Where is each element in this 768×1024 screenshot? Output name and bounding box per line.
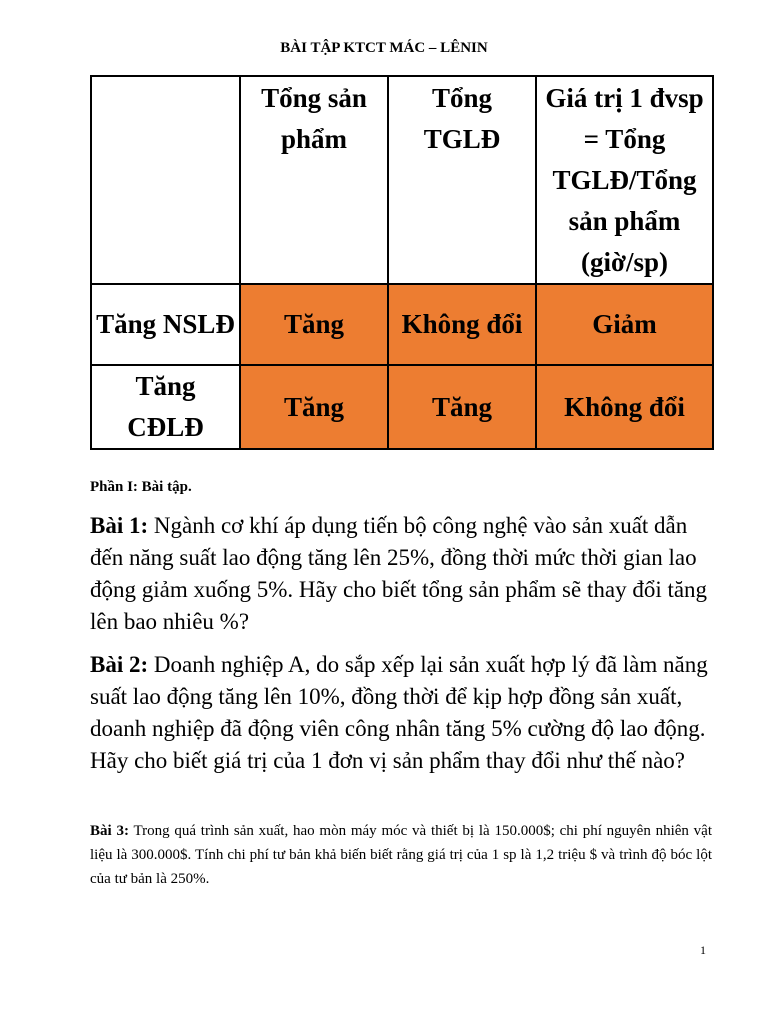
problem-2-label: Bài 2: xyxy=(90,652,149,677)
table-header-cell-empty xyxy=(91,76,240,284)
problem-1-text: Ngành cơ khí áp dụng tiến bộ công nghệ vào sản xuất dẫn đến năng suất lao động tăng lên 25%, đồng thời mức thời gian lao động giảm xuống 5%. Hãy cho biết tổng sản phẩm sẽ thay đổi tăng lên bao nhiêu %? xyxy=(90,513,708,634)
table-cell: Tăng xyxy=(388,365,536,449)
table-cell: Tăng xyxy=(240,284,388,365)
row-label-productivity: Tăng NSLĐ xyxy=(91,284,240,365)
row-label-intensity: Tăng CĐLĐ xyxy=(91,365,240,449)
problem-3-label: Bài 3: xyxy=(90,823,129,839)
problem-2 xyxy=(90,649,720,777)
problem-2-text: Doanh nghiệp A, do sắp xếp lại sản xuất hợp lý đã làm năng suất lao động tăng lên 10%, đồng thời để kịp hợp đồng sản xuất, doanh nghiệp đã động viên công nhân tăng 5% cường độ lao động. Hãy cho biết giá trị của 1 đơn vị sản phẩm thay đổi như thế nào? xyxy=(90,652,708,773)
table-row xyxy=(91,365,713,449)
table-cell: Không đổi xyxy=(536,365,713,449)
problem-3 xyxy=(90,819,712,891)
table-cell: Không đổi xyxy=(388,284,536,365)
comparison-table xyxy=(90,75,714,450)
table-header-unit-value: Giá trị 1 đvsp = Tổng TGLĐ/Tổng sản phẩm (giờ/sp) xyxy=(536,76,713,284)
table-header-row xyxy=(91,76,713,284)
table-cell: Tăng xyxy=(240,365,388,449)
problem-3-text: Trong quá trình sản xuất, hao mòn máy móc và thiết bị là 150.000$; chi phí nguyên nhiên vật liệu là 300.000$. Tính chi phí tư bản khả biến biết rằng giá trị của 1 sp là 1,2 triệu $ và trình độ bóc lột của tư bản là 250%. xyxy=(90,823,713,887)
page-number: 1 xyxy=(700,943,706,957)
table-cell: Giảm xyxy=(536,284,713,365)
table-header-total-products: Tổng sản phẩm xyxy=(240,76,388,284)
page-title: BÀI TẬP KTCT MÁC – LÊNIN xyxy=(280,40,488,56)
table-row xyxy=(91,284,713,365)
section-heading: Phần I: Bài tập. xyxy=(90,479,192,495)
problem-1-label: Bài 1: xyxy=(90,513,149,538)
problem-1 xyxy=(90,510,720,638)
table-header-total-labor-time: Tổng TGLĐ xyxy=(388,76,536,284)
